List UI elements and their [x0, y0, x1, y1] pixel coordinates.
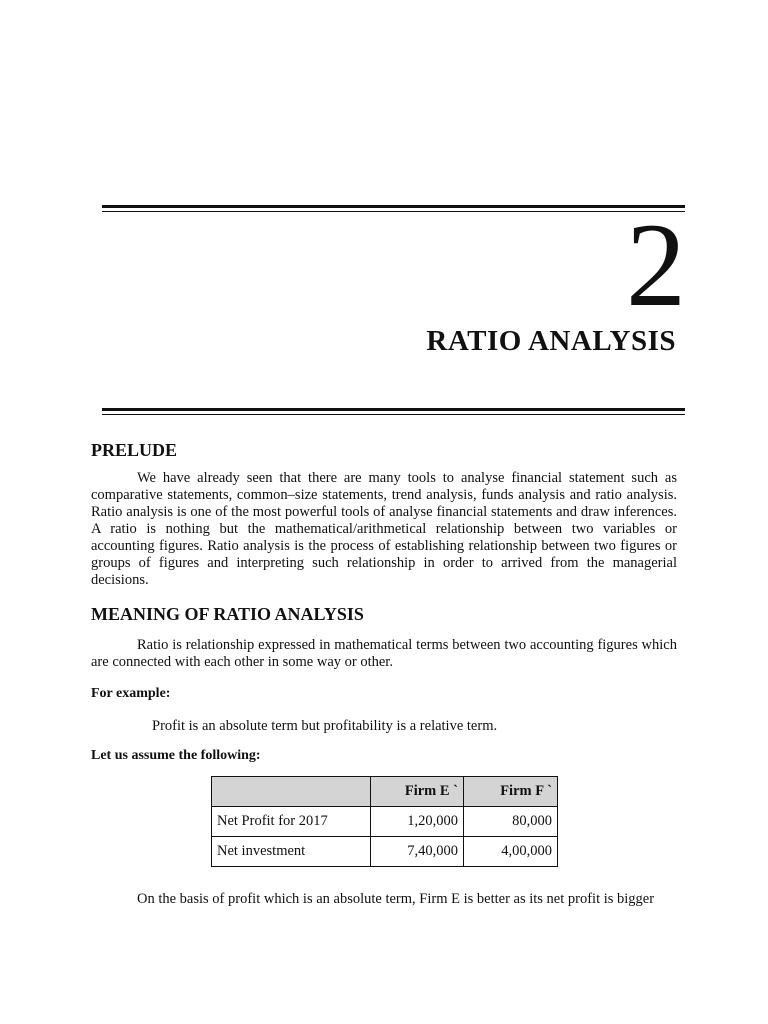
prelude-paragraph: We have already seen that there are many tools to analyse financial statement such as comparative statements, common–size statements, trend analysis, funds analysis and ratio analysis. Ratio analysis is one of the most powerful tools of analyse financial statements and draw inferences. A ratio is nothing but the mathematical/arithmetical relationship between two variables or accounting figures. Ratio analysis is the process of establishing relationship between two figures or groups of figures and interpreting such relationship in order to arrived from the managerial decisions.: [91, 470, 677, 588]
table-row: [212, 837, 558, 867]
bottom-double-rule: [102, 408, 685, 415]
table-header-cell: Firm F `: [464, 777, 558, 807]
assume-label: Let us assume the following:: [91, 748, 261, 763]
meaning-paragraph: Ratio is relationship expressed in mathematical terms between two accounting figures which are connected with each other in some way or other.: [91, 637, 677, 670]
table-header-row: [212, 777, 558, 807]
prelude-heading: PRELUDE: [91, 440, 178, 460]
table-cell: 80,000: [464, 807, 558, 837]
table-header-cell: [212, 777, 371, 807]
meaning-heading: MEANING OF RATIO ANALYSIS: [91, 604, 364, 624]
page-content: [91, 440, 677, 908]
example-text: Profit is an absolute term but profitability is a relative term.: [152, 718, 498, 734]
top-double-rule: [102, 205, 685, 212]
table-cell: 7,40,000: [371, 837, 464, 867]
table-header-cell: Firm E `: [371, 777, 464, 807]
table-cell: Net investment: [212, 837, 371, 867]
closing-paragraph: On the basis of profit which is an absolute term, Firm E is better as its net profit is bigger: [137, 891, 655, 907]
table-cell: 1,20,000: [371, 807, 464, 837]
table-row: [212, 807, 558, 837]
example-label: For example:: [91, 686, 171, 701]
firm-comparison-table: [211, 776, 558, 867]
chapter-number: 2: [626, 198, 686, 331]
chapter-title: RATIO ANALYSIS: [426, 325, 676, 357]
table-cell: Net Profit for 2017: [212, 807, 371, 837]
table-cell: 4,00,000: [464, 837, 558, 867]
